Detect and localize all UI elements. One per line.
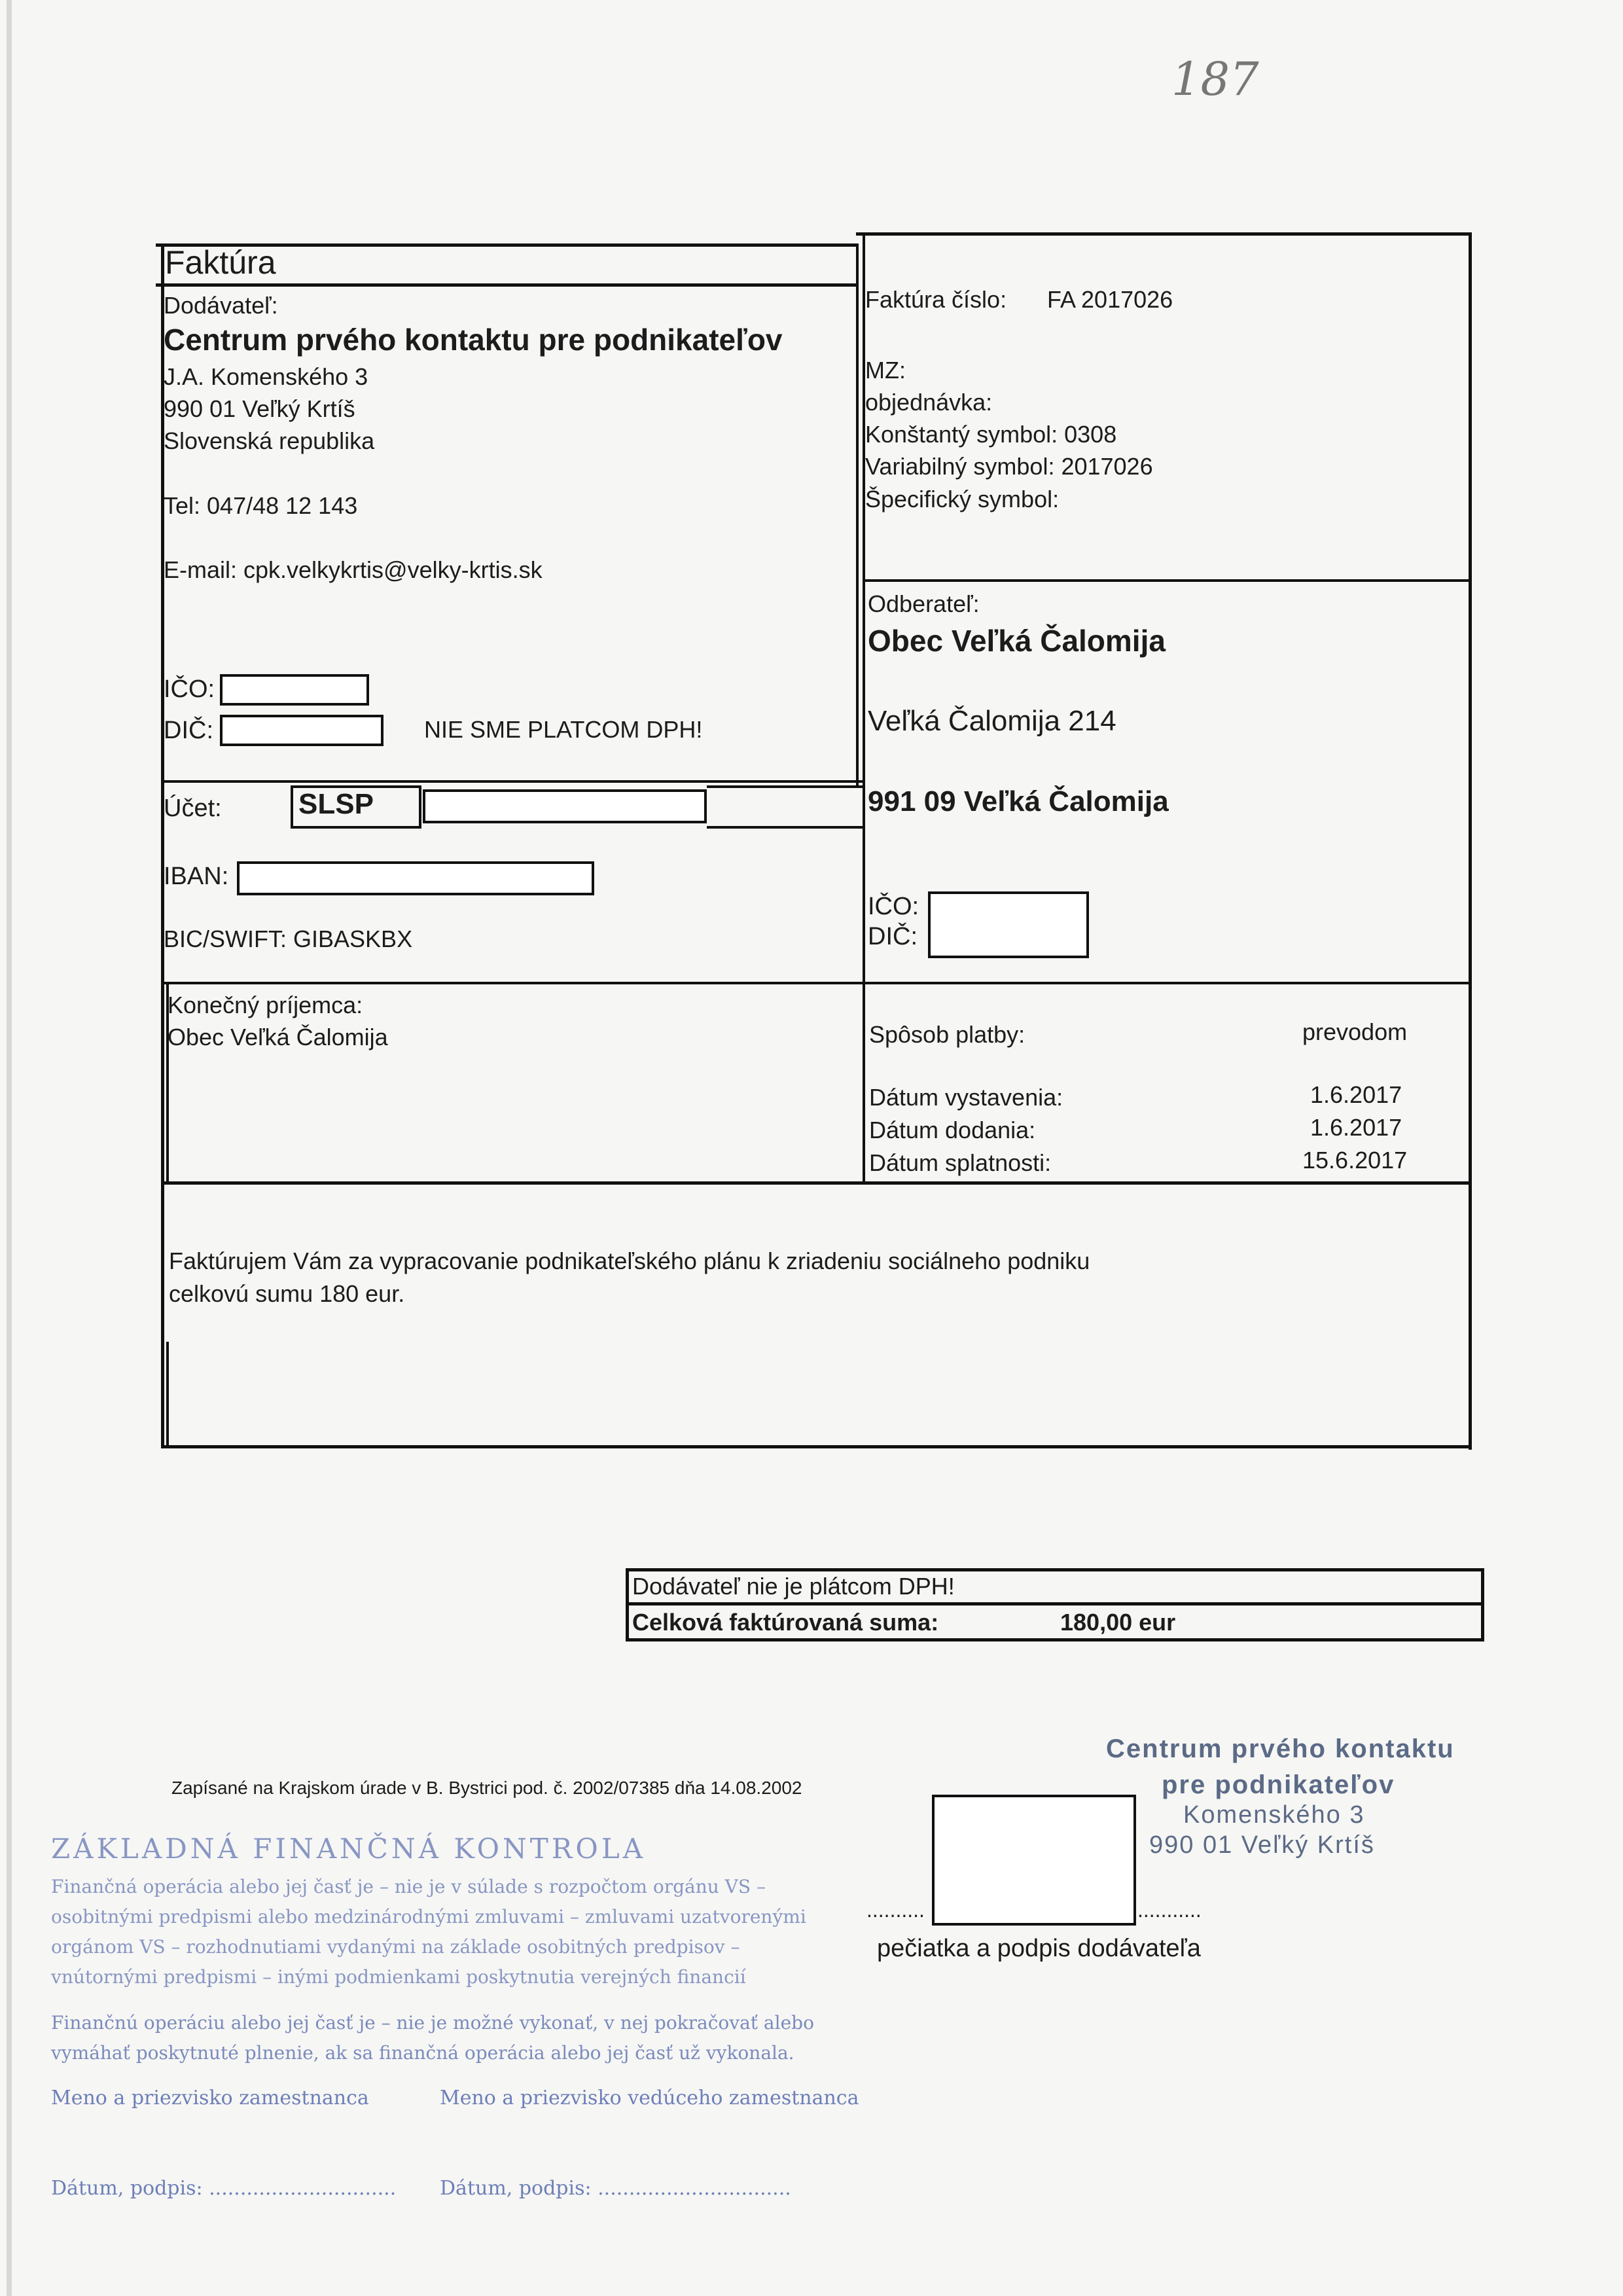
total-label: Celková faktúrovaná suma: — [632, 1609, 939, 1636]
supplier-ico-redacted — [220, 674, 369, 706]
final-recipient-label: Konečný príjemca: — [168, 992, 363, 1018]
supplier-name: Centrum prvého kontaktu pre podnikateľov — [164, 323, 783, 357]
customer-label: Odberateľ: — [868, 590, 980, 617]
stamp-line1: Centrum prvého kontaktu — [1106, 1734, 1455, 1763]
supplier-ico-label: IČO: — [164, 675, 215, 703]
supplier-tel: Tel: 047/48 12 143 — [164, 492, 358, 519]
account-label: Účet: — [164, 795, 222, 822]
supplier-email: E-mail: cpk.velkykrtis@velky-krtis.sk — [164, 556, 543, 583]
customer-ids-redacted — [928, 891, 1089, 958]
totals-note: Dodávateľ nie je plátcom DPH! — [632, 1573, 955, 1600]
handwritten-number: 187 — [1171, 52, 1259, 106]
due-date-value: 15.6.2017 — [1302, 1147, 1408, 1174]
registration-note: Zapísané na Krajskom úrade v B. Bystrici pod. č. 2002/07385 dňa 14.08.2002 — [171, 1778, 802, 1798]
supplier-label: Dodávateľ: — [164, 292, 278, 319]
account-redacted — [423, 789, 707, 823]
invoice-no-label: Faktúra číslo: — [865, 286, 1007, 313]
bank-name: SLSP — [298, 788, 374, 820]
supplier-dic-label: DIČ: — [164, 717, 213, 744]
payment-value: prevodom — [1302, 1018, 1408, 1045]
signature-label: pečiatka a podpis dodávateľa — [877, 1935, 1201, 1962]
spec-symbol: Špecifický symbol: — [865, 486, 1060, 512]
customer-ico-label: IČO: — [868, 893, 919, 920]
delivery-date-value: 1.6.2017 — [1310, 1114, 1402, 1141]
stamp-line4: 990 01 Veľký Krtíš — [1149, 1831, 1375, 1859]
invoice-no: FA 2017026 — [1047, 286, 1173, 313]
customer-dic-label: DIČ: — [868, 923, 918, 950]
payment-label: Spôsob platby: — [869, 1021, 1026, 1048]
supplier-city: 990 01 Veľký Krtíš — [164, 395, 355, 422]
signature-redacted — [932, 1795, 1136, 1926]
iban-label: IBAN: — [164, 863, 229, 890]
iban-redacted — [237, 861, 594, 895]
delivery-date-label: Dátum dodania: — [869, 1117, 1036, 1143]
mz-label: MZ: — [865, 357, 906, 384]
vat-note: NIE SME PLATCOM DPH! — [424, 716, 703, 743]
supplier-country: Slovenská republika — [164, 427, 375, 454]
var-symbol: Variabilný symbol: 2017026 — [865, 453, 1153, 480]
customer-city: 991 09 Veľká Čalomija — [868, 785, 1169, 817]
const-symbol: Konštantý symbol: 0308 — [865, 421, 1117, 448]
description-line1: Faktúrujem Vám za vypracovanie podnikateľského plánu k zriadeniu sociálneho podniku — [169, 1247, 1090, 1274]
stamp-line2: pre podnikateľov — [1162, 1770, 1395, 1799]
customer-street: Veľká Čalomija 214 — [868, 705, 1116, 737]
dots-left: .......... — [866, 1898, 925, 1922]
customer-name: Obec Veľká Čalomija — [868, 624, 1166, 658]
issue-date-label: Dátum vystavenia: — [869, 1084, 1063, 1111]
dots-right: ........... — [1137, 1898, 1202, 1922]
final-recipient: Obec Veľká Čalomija — [168, 1024, 388, 1050]
invoice-title: Faktúra — [165, 244, 276, 281]
supplier-street: J.A. Komenského 3 — [164, 363, 368, 390]
description-line2: celkovú sumu 180 eur. — [169, 1280, 405, 1307]
stamp-line3: Komenského 3 — [1183, 1801, 1365, 1829]
scan-edge — [7, 0, 12, 2296]
total-value: 180,00 eur — [1060, 1609, 1176, 1636]
due-date-label: Dátum splatnosti: — [869, 1149, 1052, 1176]
order-label: objednávka: — [865, 389, 993, 416]
bic: BIC/SWIFT: GIBASKBX — [164, 925, 413, 952]
supplier-dic-redacted — [220, 715, 383, 746]
issue-date-value: 1.6.2017 — [1310, 1081, 1402, 1108]
